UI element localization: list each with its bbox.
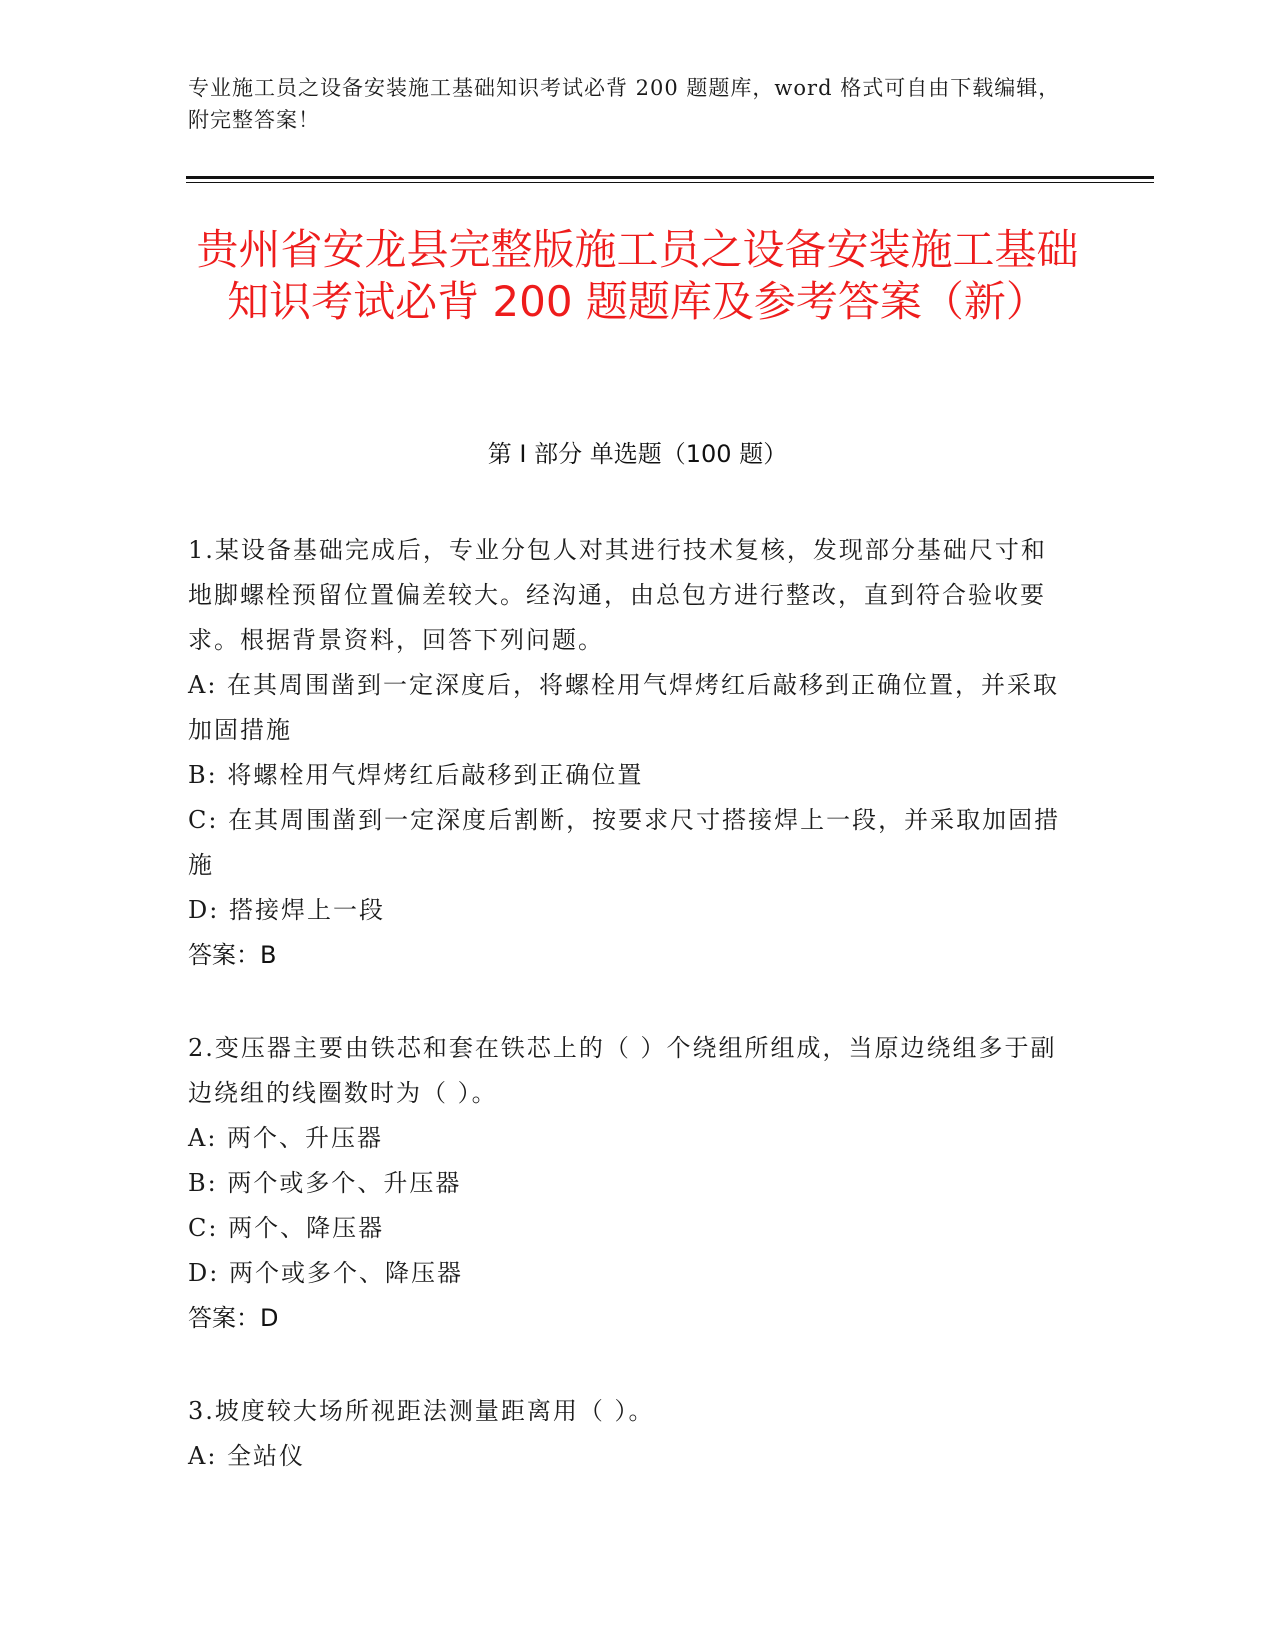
answer-line: 答案：D (188, 1304, 279, 1332)
answer-line: 答案：B (188, 941, 277, 969)
option-c: C: 在其周围凿到一定深度后割断，按要求尺寸搭接焊上一段，并采取加固措施 (188, 806, 1061, 879)
question-stem: 2.变压器主要由铁芯和套在铁芯上的（ ）个绕组所组成，当原边绕组多于副边绕组的线圈数时为（ ）。 (188, 1034, 1057, 1107)
option-b: B: 将螺栓用气焊烤红后敲移到正确位置 (188, 761, 644, 789)
question-list (188, 528, 1068, 1527)
document-title: 贵州省安龙县完整版施工员之设备安装施工基础知识考试必背 200 题题库及参考答案（新） (196, 225, 1079, 326)
option-b: B: 两个或多个、升压器 (188, 1169, 462, 1197)
question-3 (188, 1389, 1068, 1479)
header-note: 专业施工员之设备安装施工基础知识考试必背 200 题题库，word 格式可自由下载编辑，附完整答案！ (188, 76, 1061, 132)
question-stem: 3.坡度较大场所视距法测量距离用（ ）。 (188, 1397, 655, 1425)
question-stem: 1.某设备基础完成后，专业分包人对其进行技术复核，发现部分基础尺寸和地脚螺栓预留位置偏差较大。经沟通，由总包方进行整改，直到符合验收要求。根据背景资料，回答下列问题。 (188, 536, 1047, 654)
header-divider-thick (186, 176, 1154, 179)
option-a: A: 两个、升压器 (188, 1124, 384, 1152)
question-1 (188, 528, 1068, 978)
option-a: A: 在其周围凿到一定深度后，将螺栓用气焊烤红后敲移到正确位置，并采取加固措施 (188, 671, 1060, 744)
header-divider-thin (186, 182, 1154, 183)
section-heading: 第 I 部分 单选题（100 题） (487, 440, 788, 468)
question-2 (188, 1026, 1068, 1341)
option-d: D: 两个或多个、降压器 (188, 1259, 463, 1287)
option-a: A: 全站仪 (188, 1442, 306, 1470)
option-d: D: 搭接焊上一段 (188, 896, 385, 924)
option-c: C: 两个、降压器 (188, 1214, 385, 1242)
